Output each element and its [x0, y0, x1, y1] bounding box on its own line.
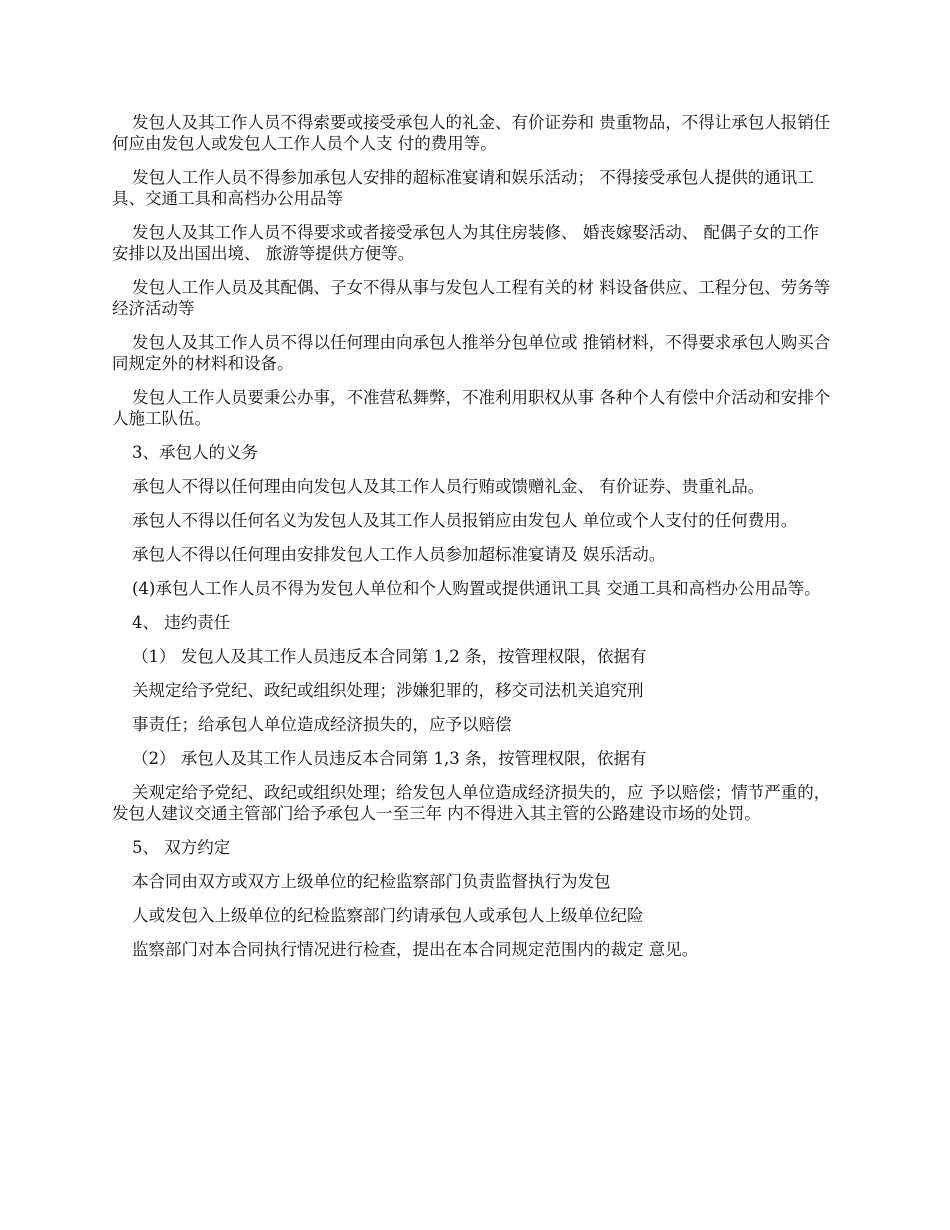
document-body [112, 112, 834, 973]
section-heading-contractor-obligations: 3、承包人的义务 [132, 443, 258, 462]
section-heading-liability: 4、 违约责任 [132, 613, 231, 632]
paragraph-2: 发包人工作人员不得参加承包人安排的超标准宴请和娱乐活动； 不得接受承包人提供的通讯工具、交通工具和高档办公用品等 [112, 168, 814, 208]
paragraph-6: 发包人工作人员要秉公办事，不准营私舞弊，不准利用职权从事 各种个人有偿中介活动和安排个人施工队伍。 [112, 388, 831, 428]
paragraph-13: 事责任；给承包人单位造成经济损失的，应予以赔偿 [132, 715, 512, 734]
paragraph-12: 关规定给予党纪、政纪或组织处理；涉嫌犯罪的，移交司法机关追究刑 [132, 681, 644, 700]
paragraph-1: 发包人及其工作人员不得索要或接受承包人的礼金、有价证券和 贵重物品，不得让承包人报销任何应由发包人或发包人工作人员个人支 付的费用等。 [112, 113, 831, 153]
paragraph-5: 发包人及其工作人员不得以任何理由向承包人推举分包单位或 推销材料，不得要求承包人购买合同规定外的材料和设备。 [112, 333, 831, 373]
paragraph-11: （1） 发包人及其工作人员违反本合同第 1,2 条，按管理权限，依据有 [132, 647, 647, 666]
section-heading-agreement: 5、 双方约定 [132, 838, 231, 857]
paragraph-10: (4)承包人工作人员不得为发包人单位和个人购置或提供通讯工具 交通工具和高档办公用品等。 [132, 579, 821, 598]
paragraph-17: 人或发包入上级单位的纪检监察部门约请承包人或承包人上级单位纪险 [132, 906, 644, 925]
paragraph-16: 本合同由双方或双方上级单位的纪检监察部门负责监督执行为发包 [132, 872, 611, 891]
paragraph-7: 承包人不得以任何理由向发包人及其工作人员行贿或馈赠礼金、 有价证券、贵重礼品。 [132, 477, 765, 496]
paragraph-4: 发包人工作人员及其配偶、子女不得从事与发包人工程有关的材 料设备供应、工程分包、劳务等经济活动等 [112, 278, 831, 318]
paragraph-9: 承包人不得以任何理由安排发包人工作人员参加超标准宴请及 娱乐活动。 [132, 545, 666, 564]
paragraph-14: （2） 承包人及其工作人员违反本合同第 1,3 条，按管理权限，依据有 [132, 749, 647, 768]
paragraph-3: 发包人及其工作人员不得要求或者接受承包人为其住房装修、 婚丧嫁娶活动、 配偶子女的工作安排以及出国出境、 旅游等提供方便等。 [112, 223, 819, 263]
paragraph-15: 关观定给予党纪、政纪或组织处理；给发包人单位造成经济损失的，应 予以赔偿；情节严重的，发包人建议交通主管部门给予承包人一至三年 内不得进入其主管的公路建设市场的处罚。 [112, 783, 831, 823]
paragraph-8: 承包人不得以任何名义为发包人及其工作人员报销应由发包人 单位或个人支付的任何费用。 [132, 511, 798, 530]
paragraph-18: 监察部门对本合同执行情况进行检查，提出在本合同规定范围内的裁定 意见。 [132, 940, 699, 959]
